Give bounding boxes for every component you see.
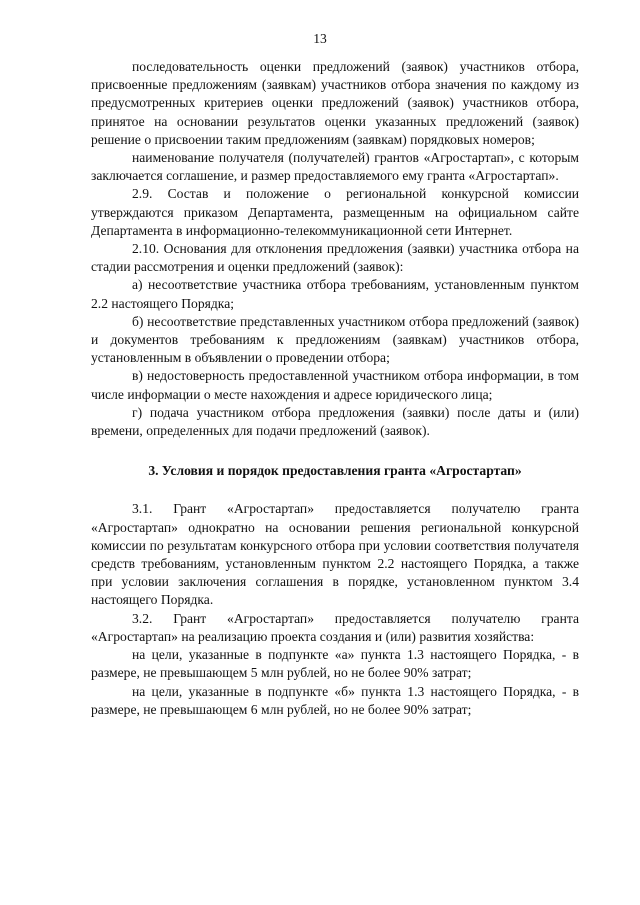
paragraph: наименование получателя (получателей) грантов «Агростартап», с которым заключается соглашение, и размер предоставляемого ему гранта «Агростартап». [91, 150, 579, 184]
paragraph: б) несоответствие представленных участником отбора предложений (заявок) и документов требованиям к предложениям (заявкам) участников отбора, установленным в объявлении о проведении отбора; [91, 313, 579, 366]
paragraph: 2.9. Состав и положение о региональной конкурсной комиссии утверждаются приказом Департамента, размещенным на официальном сайте Департамента в информационно-телекоммуникационной сети Интернет. [91, 186, 579, 238]
paragraph: 3.2. Грант «Агростартап» предоставляется получателю гранта «Агростартап» на реализацию проекта создания и (или) развития хозяйства: [91, 610, 579, 644]
paragraph: 2.10. Основания для отклонения предложения (заявки) участника отбора на стадии рассмотрения и оценки предложений (заявок): [91, 241, 579, 275]
paragraphs-before-section [91, 58, 579, 440]
paragraph: на цели, указанные в подпункте «а» пункта 1.3 настоящего Порядка, - в размере, не превышающем 5 млн рублей, но не более 90% затрат; [91, 647, 579, 681]
paragraphs-after-section [91, 500, 579, 718]
page-number: 13 [313, 31, 327, 46]
section-heading: 3. Условия и порядок предоставления гранта «Агростартап» [148, 463, 522, 479]
paragraph: 3.1. Грант «Агростартап» предоставляется получателю гранта «Агростартап» однократно на основании решения региональной конкурсной комиссии по результатам конкурсного отбора при условии соответствия получателя средств требованиям, установленным пунктом 2.2 настоящего Порядка, а также при условии заключения соглашения в порядке, установленном пунктом 3.4 настоящего Порядка. [91, 501, 579, 608]
paragraph: на цели, указанные в подпункте «б» пункта 1.3 настоящего Порядка, - в размере, не превышающем 6 млн рублей, но не более 90% затрат; [91, 683, 579, 717]
paragraph: г) подача участником отбора предложения (заявки) после даты и (или) времени, определенных для подачи предложений (заявок). [91, 404, 579, 439]
paragraph: а) несоответствие участника отбора требованиям, установленным пунктом 2.2 настоящего Порядка; [91, 277, 579, 311]
page-body [91, 58, 579, 719]
paragraph: последовательность оценки предложений (заявок) участников отбора, присвоенные предложениям (заявкам) участников отбора значения по каждому из предусмотренных критериев оценки предложений (заявок) участников отбора, принятое на основании результатов оценки указанных предложений (заявок) решение о присвоении таким предложениям (заявкам) порядковых номеров; [91, 59, 579, 147]
paragraph: в) недостоверность предоставленной участником отбора информации, в том числе информации о месте нахождения и адресе юридического лица; [91, 368, 579, 402]
